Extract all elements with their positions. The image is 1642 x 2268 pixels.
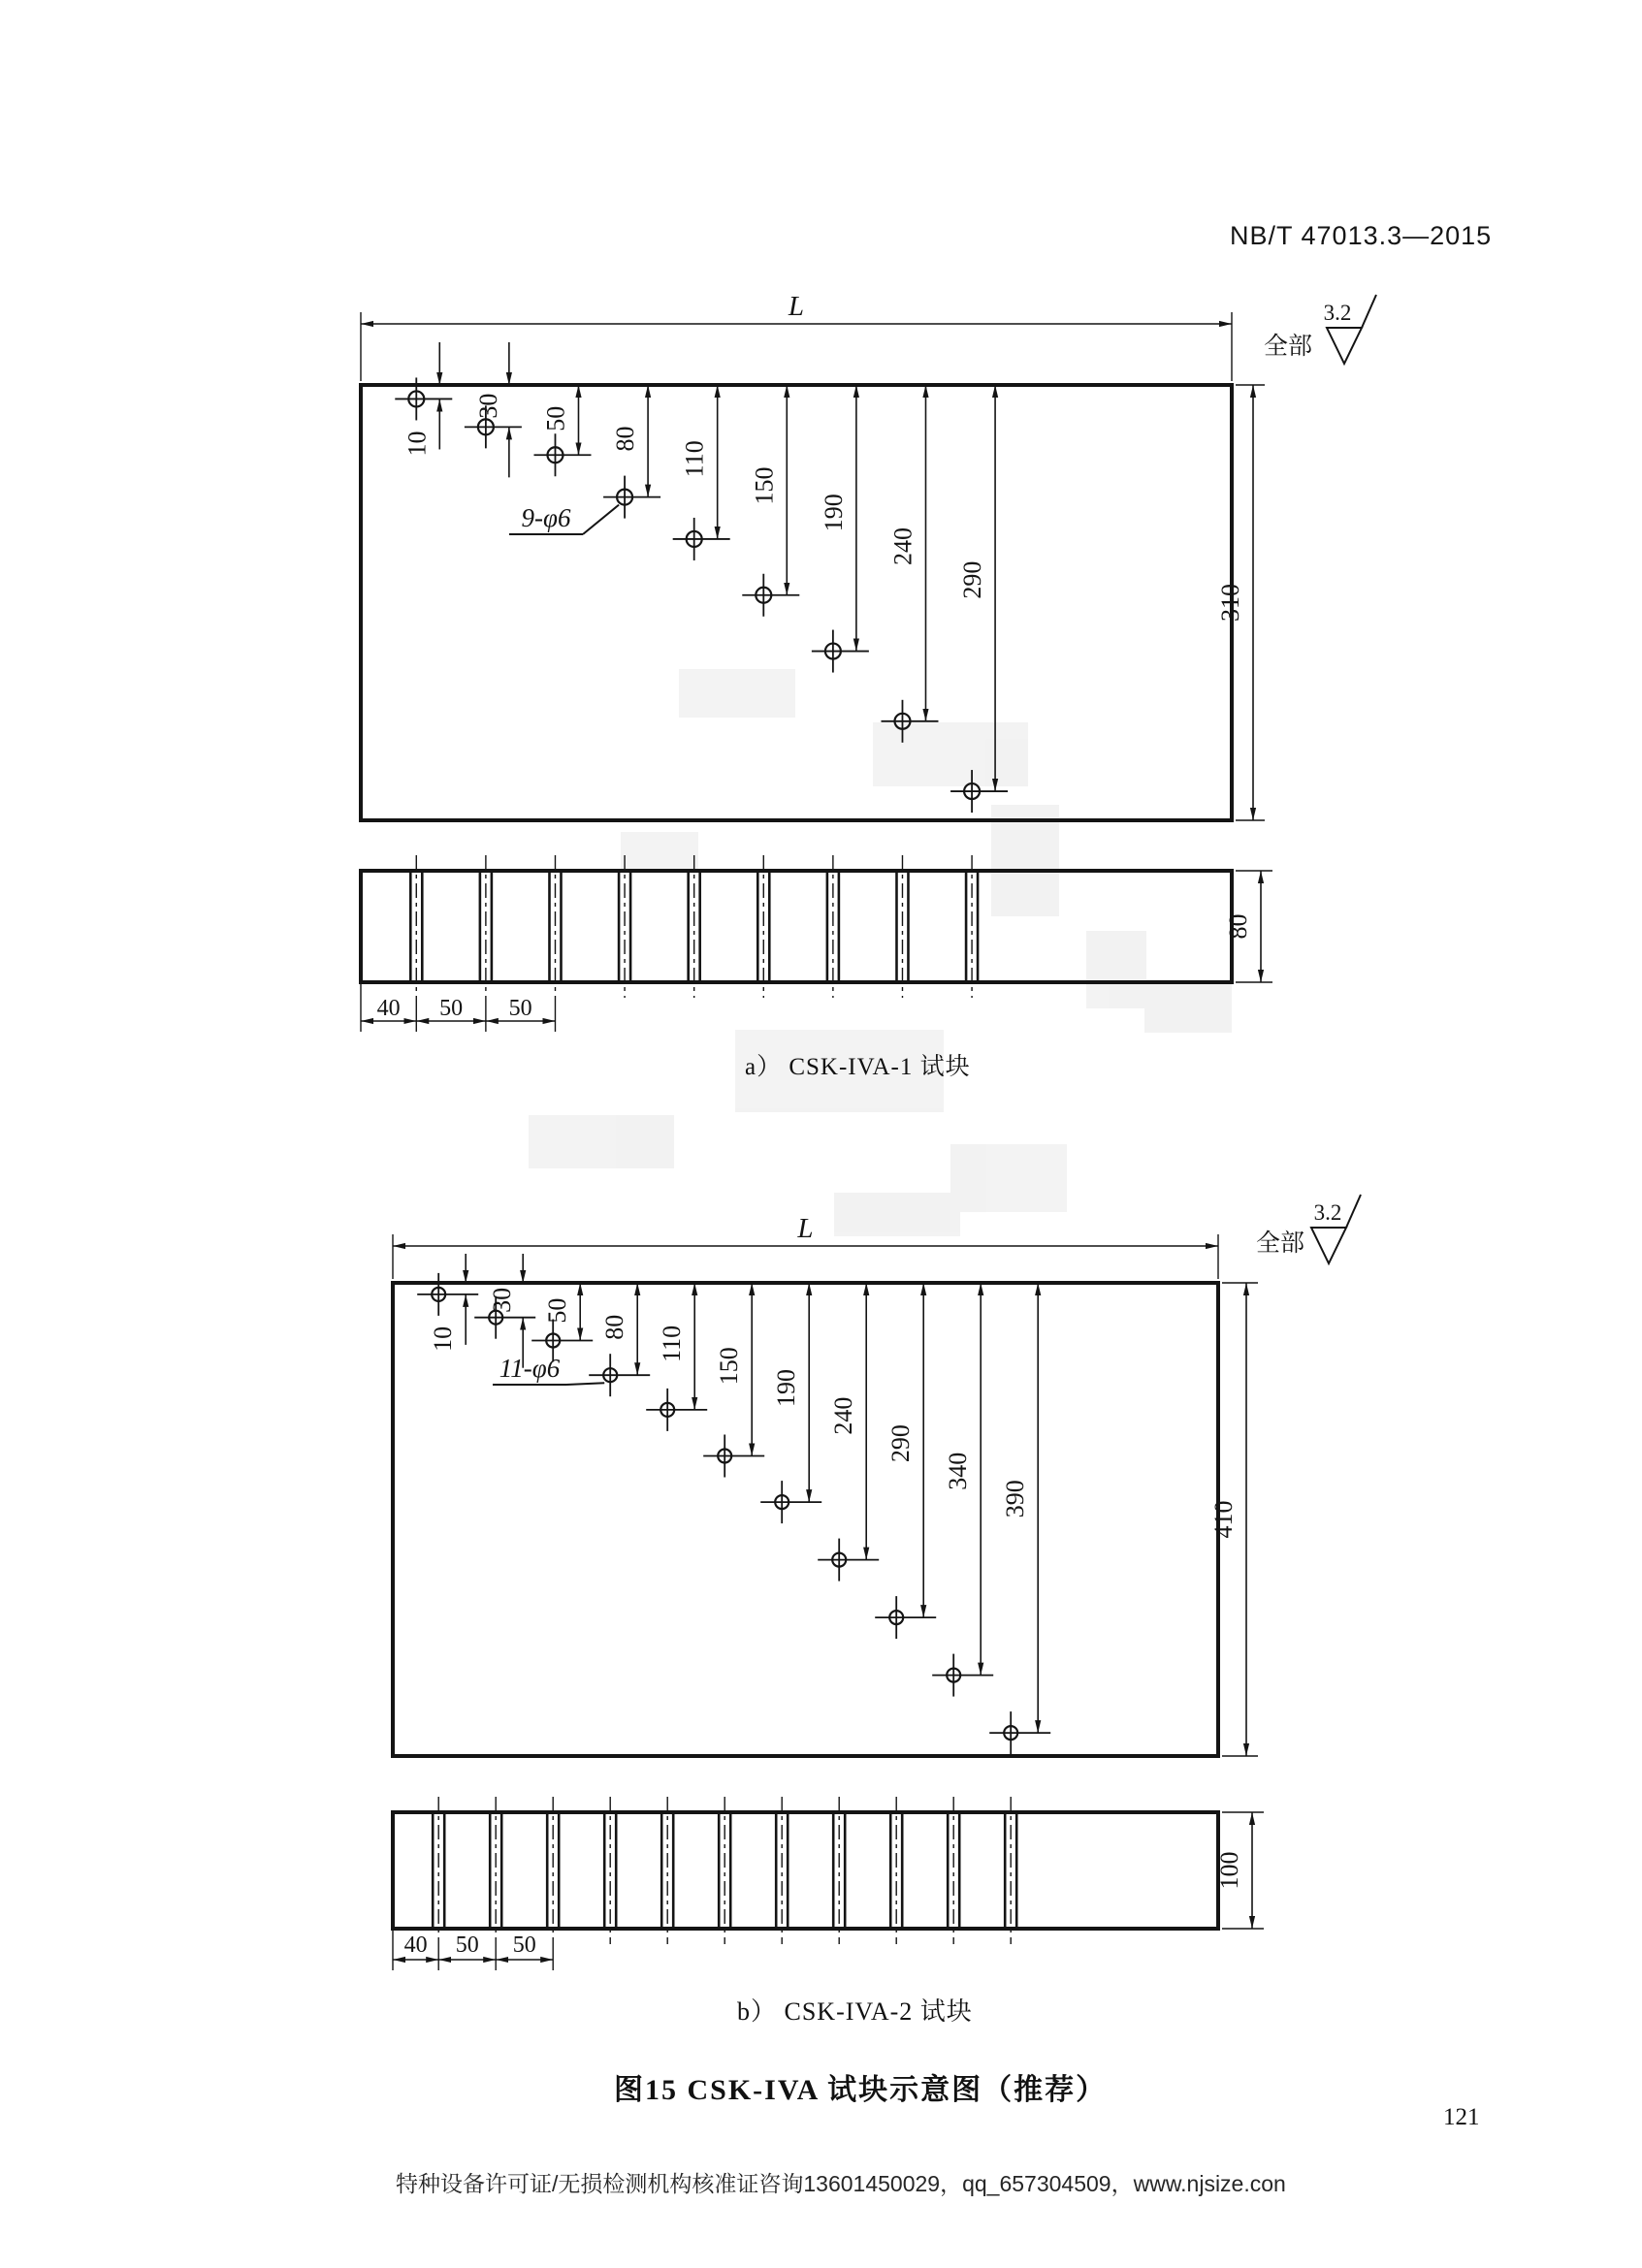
depth-dim: 110	[680, 440, 709, 478]
depth-dim: 240	[829, 1396, 858, 1435]
hole-marker	[531, 1283, 593, 1362]
depth-dim: 150	[715, 1347, 744, 1386]
length-dim-label-a: L	[788, 291, 805, 322]
hole-marker	[589, 1283, 650, 1396]
hole-marker	[417, 1254, 478, 1352]
spacing-dim: 50	[455, 1933, 479, 1958]
height-dim-a: 310	[1216, 584, 1244, 622]
hole-marker	[603, 385, 660, 519]
front-view-a	[361, 291, 1376, 820]
spacing-dim: 50	[508, 996, 532, 1021]
depth-dim: 10	[429, 1326, 458, 1352]
hole-channel	[896, 855, 908, 998]
height-dim-b: 410	[1209, 1500, 1238, 1539]
spacing-dim: 50	[439, 996, 464, 1021]
depth-dim: 30	[473, 393, 502, 419]
surface-note-a: 全部	[1264, 334, 1313, 360]
hole-channel	[948, 1797, 959, 1944]
hole-marker	[932, 1283, 993, 1697]
footer-watermark: 特种设备许可证/无损检测机构核准证咨询13601450029，qq_657304509，www.njsize.con	[396, 2171, 1286, 2196]
depth-dim: 110	[658, 1325, 687, 1362]
surface-note-b: 全部	[1256, 1230, 1305, 1257]
depth-dim: 10	[402, 431, 432, 457]
hole-channel	[619, 855, 630, 998]
hole-channel	[890, 1797, 902, 1944]
hole-channel	[757, 855, 769, 998]
depth-dim: 190	[819, 494, 848, 532]
surface-roughness-b: 3.2	[1313, 1200, 1342, 1225]
spacing-dim: 40	[376, 996, 401, 1021]
hole-channel	[480, 855, 492, 998]
depth-dim: 30	[488, 1287, 517, 1313]
hole-channel	[833, 1797, 845, 1944]
depth-dim: 240	[888, 527, 918, 565]
hole-marker	[881, 385, 938, 743]
depth-dim: 50	[543, 1297, 572, 1324]
hole-count-label-a: 9-φ6	[521, 503, 571, 532]
hole-marker	[812, 385, 869, 673]
plan-view-b	[393, 1797, 1264, 1970]
hole-channel	[966, 855, 978, 998]
caption-a: a） CSK-IVA-1 试块	[745, 1054, 971, 1080]
front-view-b	[393, 1195, 1361, 1756]
hole-marker	[760, 1283, 821, 1523]
hole-marker	[703, 1283, 764, 1478]
hole-channel	[776, 1797, 788, 1944]
surface-roughness-a: 3.2	[1323, 301, 1352, 325]
hole-marker	[465, 342, 522, 477]
drawing-a	[361, 291, 1376, 1032]
hole-channel	[661, 1797, 673, 1944]
hole-channel	[490, 1797, 501, 1944]
hole-marker	[742, 385, 799, 617]
depth-dim: 150	[750, 466, 779, 505]
hole-channel	[719, 1797, 730, 1944]
page-number: 121	[1443, 2104, 1480, 2130]
hole-count-label-b: 11-φ6	[499, 1354, 561, 1383]
depth-dim: 80	[600, 1314, 629, 1340]
hole-marker	[818, 1283, 879, 1581]
hole-marker	[474, 1254, 535, 1368]
hole-channel	[547, 1797, 559, 1944]
hole-channel	[689, 855, 700, 998]
spacing-dim: 40	[403, 1933, 428, 1958]
hole-channel	[549, 855, 561, 998]
hole-marker	[875, 1283, 936, 1639]
depth-dim: 290	[958, 560, 987, 599]
hole-marker	[646, 1283, 707, 1431]
depth-dim: 50	[541, 405, 570, 431]
hole-channel	[604, 1797, 616, 1944]
depth-dim: 290	[886, 1424, 916, 1463]
hole-marker	[395, 342, 452, 456]
hole-channel	[433, 1797, 444, 1944]
thickness-dim-a: 80	[1224, 913, 1252, 940]
drawing-b	[393, 1195, 1361, 1970]
hole-channel	[1005, 1797, 1016, 1944]
depth-dim: 390	[1001, 1480, 1030, 1518]
caption-b: b） CSK-IVA-2 试块	[737, 1997, 973, 2026]
scan-noise	[529, 669, 1232, 1236]
hole-marker	[533, 385, 591, 476]
hole-channel	[410, 855, 422, 998]
hole-marker	[989, 1283, 1050, 1754]
standard-number: NB/T 47013.3—2015	[1230, 221, 1493, 250]
spacing-dim: 50	[512, 1933, 536, 1958]
hole-marker	[673, 385, 730, 560]
depth-dim: 340	[944, 1452, 973, 1490]
hole-channel	[827, 855, 839, 998]
depth-dim: 80	[611, 426, 640, 452]
figure-caption: 图15 CSK-IVA 试块示意图（推荐）	[614, 2074, 1108, 2106]
thickness-dim-b: 100	[1215, 1851, 1243, 1890]
depth-dim: 190	[772, 1369, 801, 1408]
length-dim-label-b: L	[797, 1213, 814, 1244]
